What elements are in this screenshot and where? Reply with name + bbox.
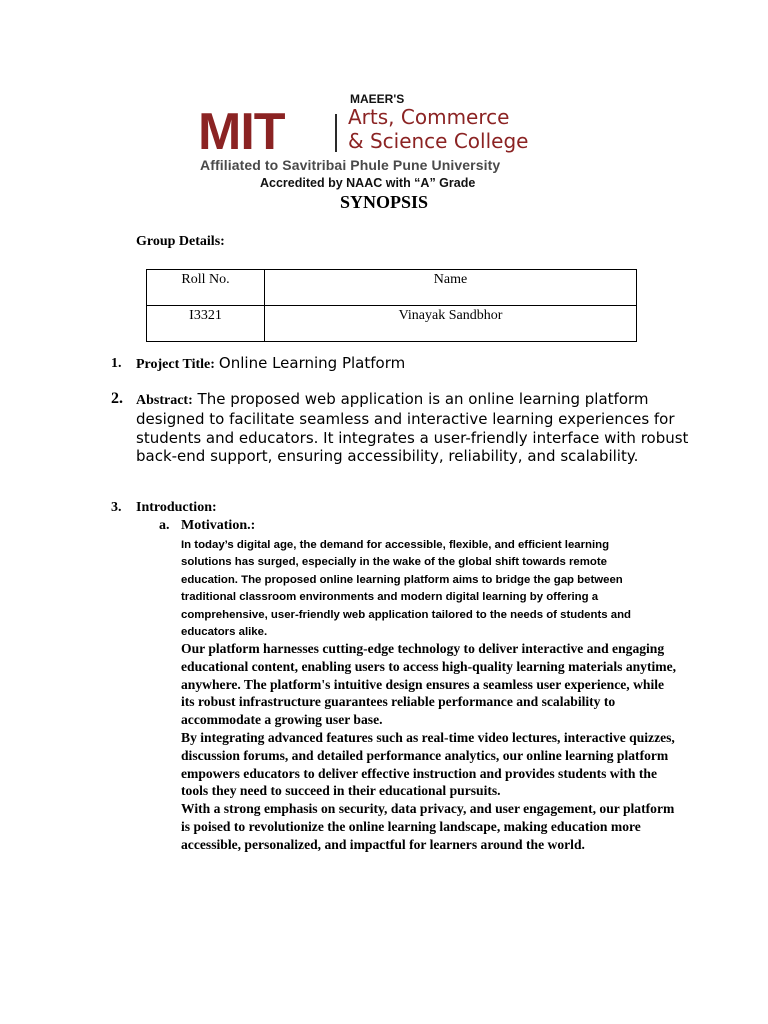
group-table [146, 269, 637, 342]
abstract-text: The proposed web application is an online learning platform designed to facilitate seamless and interactive learning experiences for students and educators. It integrates a user-friendly interface with robust back-end support, ensuring accessibility, reliability, and scalability. [136, 390, 689, 465]
cell-name: Vinayak Sandbhor [265, 306, 637, 342]
group-details-label: Group Details: [136, 234, 225, 249]
abstract-label: Abstract: [136, 393, 193, 408]
introduction-heading: Introduction: [136, 500, 217, 515]
logo-college-line1: Arts, Commerce [348, 105, 510, 129]
logo-mit-wordmark: MIT [198, 103, 285, 161]
header-name: Name [265, 270, 637, 306]
motivation-paragraph-2: Our platform harnesses cutting-edge technology to deliver interactive and engaging educational content, enabling users to access high-quality learning materials anytime, anywhere. The platform's intuitive design ensures a seamless user experience, while its robust infrastructure guarantees reliable performance and scalability to accommodate a growing user base. [181, 641, 677, 728]
table-header-row [147, 270, 637, 306]
header-roll-no: Roll No. [147, 270, 265, 306]
item-number-1: 1. [111, 356, 122, 371]
logo-maeers: MAEER'S [350, 92, 405, 106]
item-number-3: 3. [111, 500, 122, 515]
table-row [147, 306, 637, 342]
subitem-letter-a: a. [159, 518, 170, 533]
page-title: SYNOPSIS [339, 192, 429, 212]
abstract-block [136, 390, 696, 465]
motivation-paragraph-4: With a strong emphasis on security, data privacy, and user engagement, our platform is poised to revolutionize the online learning landscape, making education more accessible, personalized, and impactful for learners around the world. [181, 801, 675, 852]
project-title-value: Online Learning Platform [218, 354, 406, 372]
cell-roll-no: I3321 [147, 306, 265, 342]
item-number-2: 2. [111, 390, 123, 407]
motivation-paragraph-3: By integrating advanced features such as real-time video lectures, interactive quizzes, discussion forums, and detailed performance analytics, our online learning platform empowers educators to deliver effective instruction and provides students with the tools they need to succeed in their educational pursuits. [181, 729, 675, 799]
motivation-paragraph-1: In today’s digital age, the demand for accessible, flexible, and efficient learning solutions has surged, especially in the wake of the global shift towards remote education. The proposed online learning platform aims to bridge the gap between traditional classroom environments and modern digital learning by offering a comprehensive, user-friendly web application tailored to the needs of students and educators alike. [181, 539, 632, 639]
accreditation-text: Accredited by NAAC with “A” Grade [260, 176, 476, 190]
college-logo [198, 92, 578, 192]
project-title-line [136, 354, 405, 373]
logo-college-line2: & Science College [348, 129, 529, 153]
motivation-heading: Motivation.: [181, 518, 256, 533]
affiliation-text: Affiliated to Savitribai Phule Pune University [200, 157, 501, 173]
project-title-label: Project Title: [136, 357, 215, 372]
logo-divider [335, 114, 337, 152]
motivation-body [181, 640, 681, 854]
